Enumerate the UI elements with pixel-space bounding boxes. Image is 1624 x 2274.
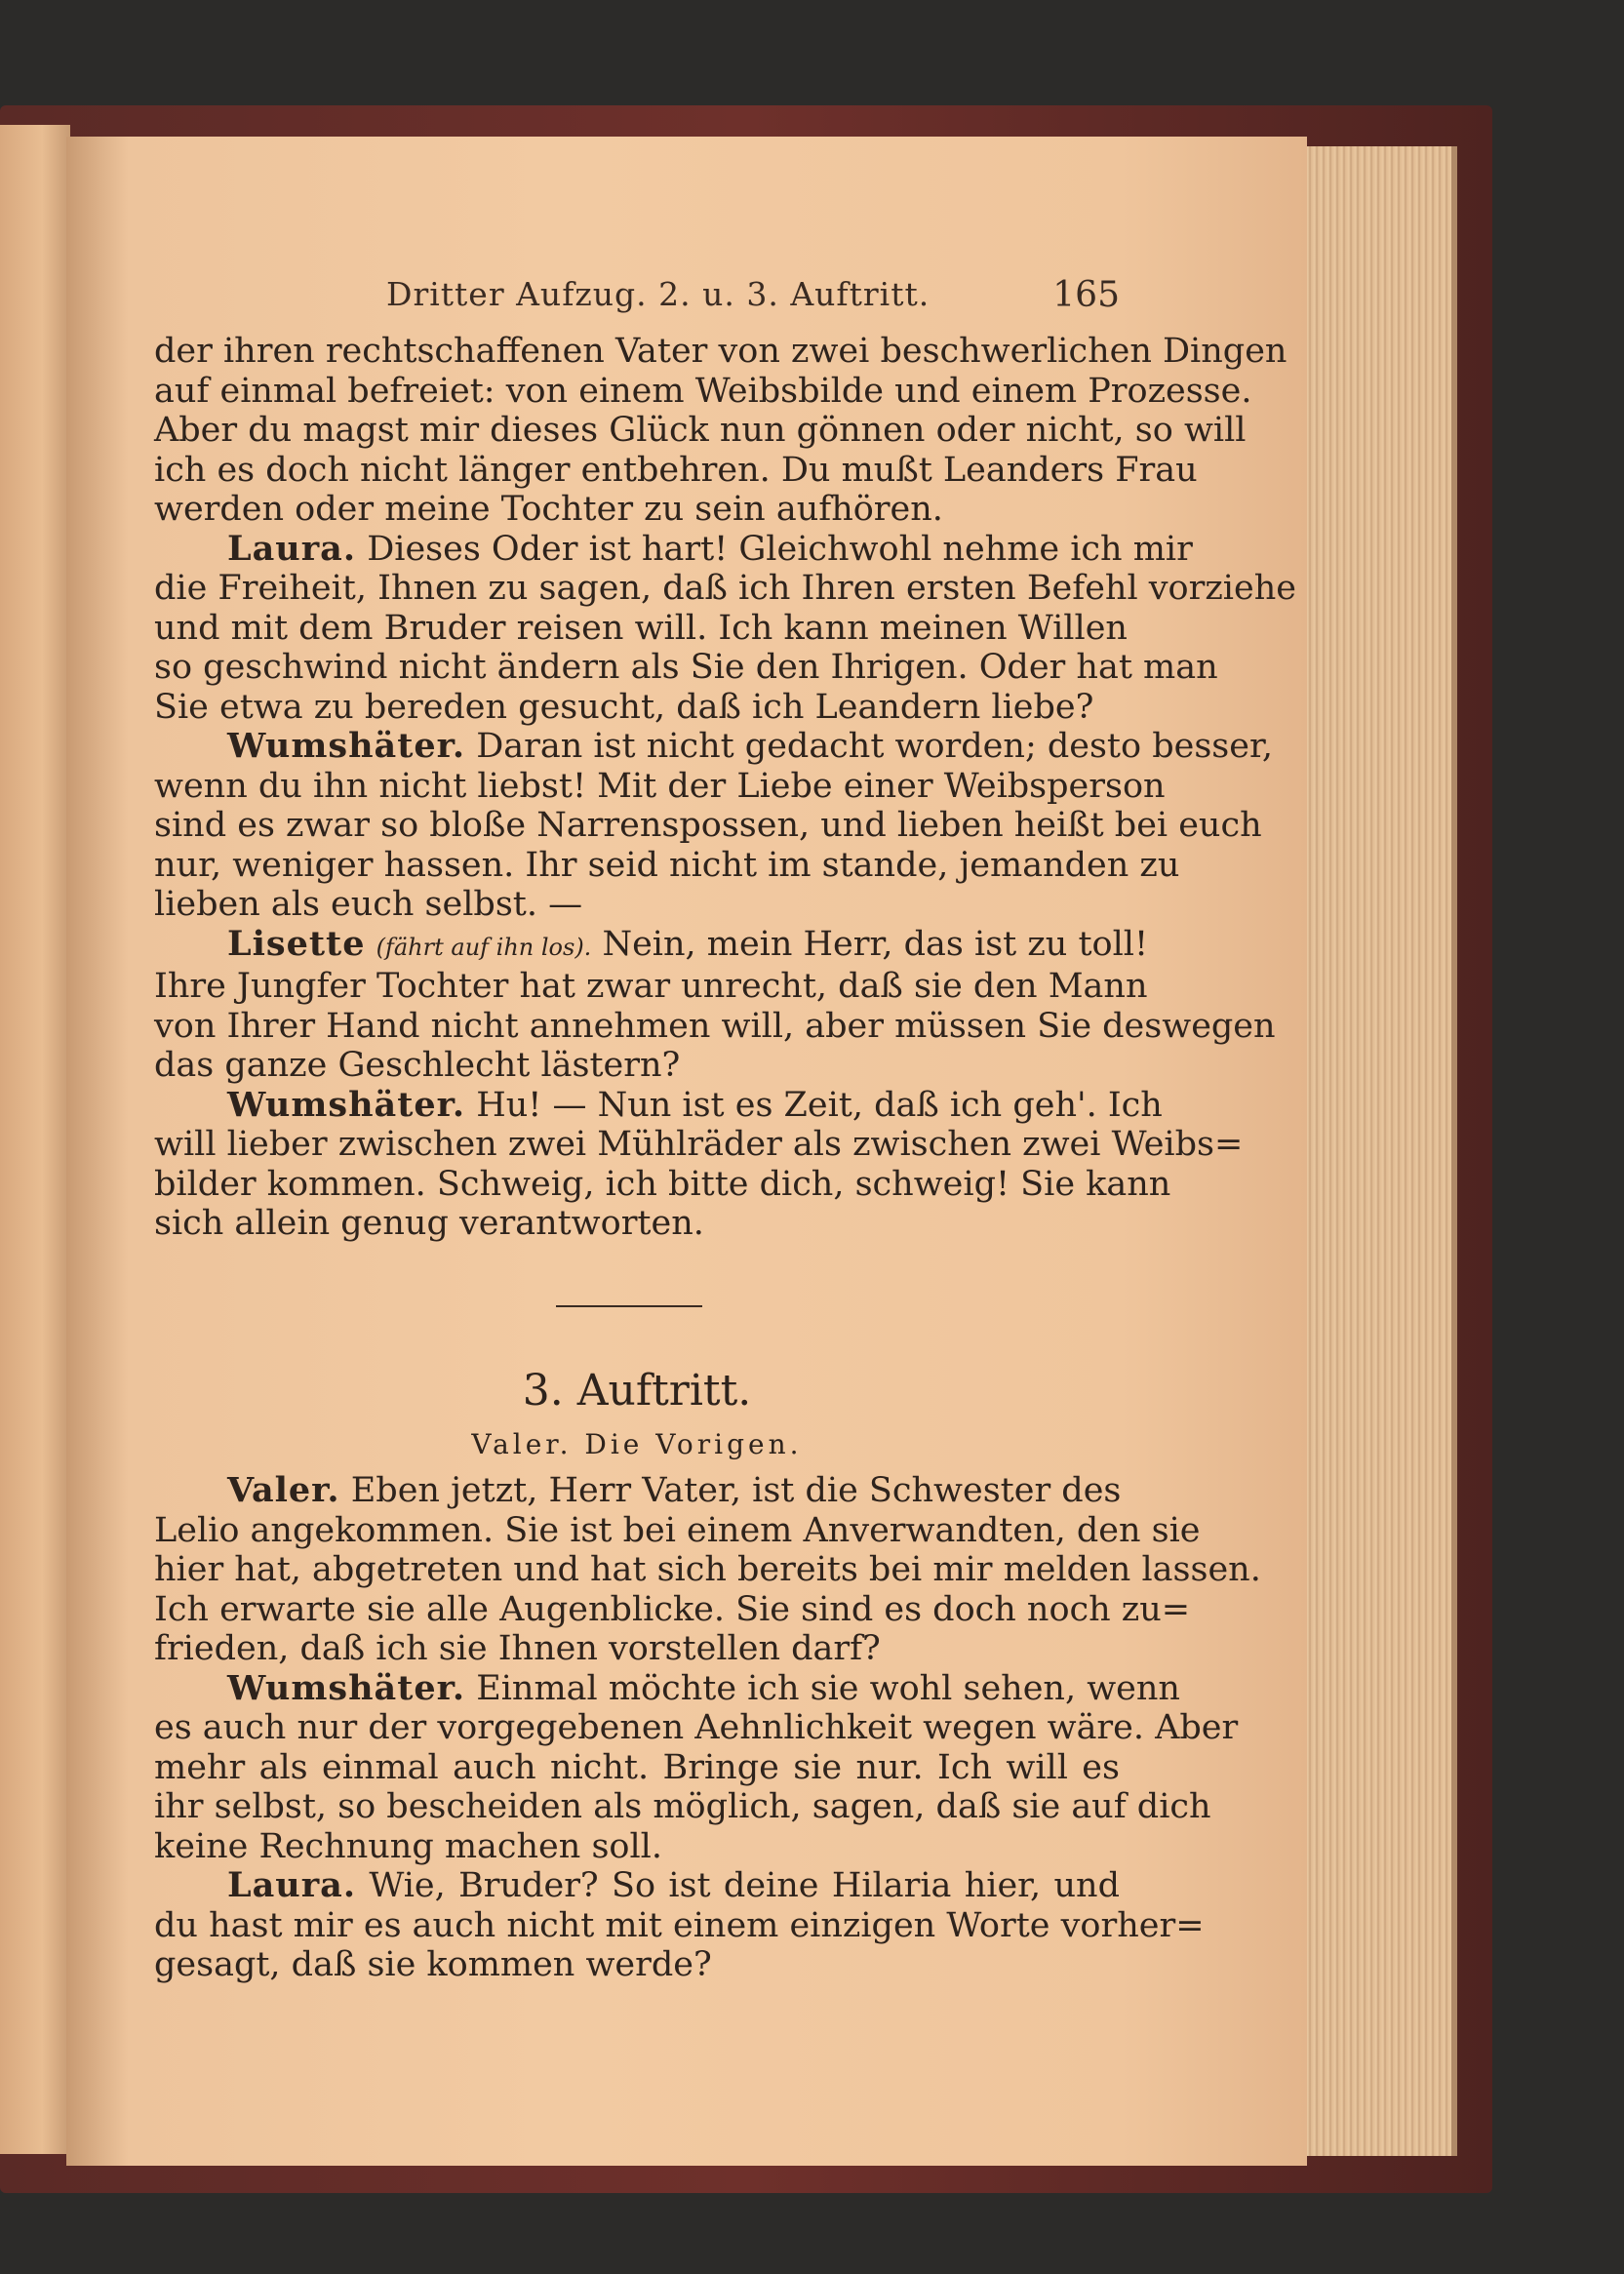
text-line: von Ihrer Hand nicht annehmen will, aber müssen Sie deswegen <box>154 1006 1276 1046</box>
text-line: mehr als einmal auch nicht. Bringe sie nur. Ich will es <box>154 1747 1120 1787</box>
text-line: nur, weniger hassen. Ihr seid nicht im stande, jemanden zu <box>154 845 1180 885</box>
running-head: Dritter Aufzug. 2. u. 3. Auftritt. <box>386 275 931 313</box>
speech-text: Hu! — Nun ist es Zeit, daß ich geh'. Ich <box>476 1085 1163 1125</box>
speaker-name: Lisette <box>227 923 366 964</box>
page-block-edges <box>1305 146 1457 2156</box>
page-header <box>164 275 1120 324</box>
page-number: 165 <box>1052 275 1120 315</box>
text-line: auf einmal befreiet: von einem Weibsbilde und einem Prozesse. <box>154 371 1252 411</box>
speech-text: Eben jetzt, Herr Vater, ist die Schwester des <box>350 1471 1122 1510</box>
speaker-name: Wumshäter. <box>227 726 466 766</box>
text-block-top <box>154 332 1296 1244</box>
text-line: und mit dem Bruder reisen will. Ich kann meinen Willen <box>154 608 1128 648</box>
text-line: es auch nur der vorgegebenen Aehnlichkeit wegen wäre. Aber <box>154 1708 1239 1747</box>
text-line: die Freiheit, Ihnen zu sagen, daß ich Ihren ersten Befehl vorziehe <box>154 569 1296 608</box>
speaker-name: Wumshäter. <box>227 1084 466 1125</box>
text-line: Aber du magst mir dieses Glück nun gönnen oder nicht, so will <box>154 411 1247 450</box>
text-line: bilder kommen. Schweig, ich bitte dich, schweig! Sie kann <box>154 1164 1171 1204</box>
speech-text: Daran ist nicht gedacht worden; desto besser, <box>476 727 1273 766</box>
left-page-edge <box>0 125 70 2154</box>
text-line: Lelio angekommen. Sie ist bei einem Anverwandten, den sie <box>154 1510 1201 1550</box>
speech-valer-start <box>154 1471 1120 1511</box>
speech-text: Nein, mein Herr, das ist zu toll! <box>602 924 1149 964</box>
text-line: lieben als euch selbst. — <box>154 885 583 924</box>
text-line: ich es doch nicht länger entbehren. Du mußt Leanders Frau <box>154 450 1198 490</box>
text-line: Ihre Jungfer Tochter hat zwar unrecht, daß sie den Mann <box>154 967 1148 1006</box>
text-line: wenn du ihn nicht liebst! Mit der Liebe einer Weibsperson <box>154 766 1166 806</box>
text-line: hier hat, abgetreten und hat sich bereits bei mir melden lassen. <box>154 1550 1261 1589</box>
speech-text: Wie, Bruder? So ist deine Hilaria hier, und <box>369 1866 1120 1905</box>
scene-characters: Valer. Die Vorigen. <box>471 1428 803 1460</box>
scene-title: 3. Auftritt. <box>522 1366 752 1416</box>
speaker-name: Laura. <box>227 1865 357 1905</box>
speech-wumshaeter-start <box>154 1084 1163 1126</box>
text-line: frieden, daß ich sie Ihnen vorstellen darf? <box>154 1629 881 1668</box>
text-block-bottom <box>154 1470 1261 1985</box>
speech-wumshaeter-start <box>154 1667 1180 1709</box>
speech-text: Einmal möchte ich sie wohl sehen, wenn <box>476 1668 1180 1708</box>
speaker-name: Wumshäter. <box>227 1667 466 1708</box>
text-line: werden oder meine Tochter zu sein aufhören. <box>154 490 943 529</box>
text-line: das ganze Geschlecht lästern? <box>154 1046 681 1085</box>
speech-laura-start <box>154 528 1193 570</box>
text-line: der ihren rechtschaffenen Vater von zwei beschwerlichen Dingen <box>154 332 1287 371</box>
speech-laura-start <box>154 1866 1120 1906</box>
speaker-name: Valer. <box>227 1470 340 1510</box>
speech-text: Dieses Oder ist hart! Gleichwohl nehme ich mir <box>367 529 1193 569</box>
text-line: sind es zwar so bloße Narrenspossen, und lieben heißt bei euch <box>154 806 1262 845</box>
speech-lisette-start <box>154 923 1149 968</box>
text-line: ihr selbst, so bescheiden als möglich, sagen, daß sie auf dich <box>154 1787 1211 1826</box>
text-line: du hast mir es auch nicht mit einem einzigen Worte vorher= <box>154 1905 1205 1945</box>
text-line: sich allein genug verantworten. <box>154 1204 704 1243</box>
text-line: keine Rechnung machen soll. <box>154 1826 662 1866</box>
text-line: will lieber zwischen zwei Mühlräder als zwischen zwei Weibs= <box>154 1125 1244 1164</box>
text-line: so geschwind nicht ändern als Sie den Ihrigen. Oder hat man <box>154 648 1218 687</box>
stage-direction: (fährt auf ihn los). <box>376 933 592 961</box>
text-line: gesagt, daß sie kommen werde? <box>154 1945 712 1984</box>
text-line: Ich erwarte sie alle Augenblicke. Sie sind es doch noch zu= <box>154 1589 1191 1629</box>
section-divider <box>556 1305 702 1307</box>
text-line: Sie etwa zu bereden gesucht, daß ich Leandern liebe? <box>154 687 1094 727</box>
speech-wumshaeter-start <box>154 726 1273 767</box>
speaker-name: Laura. <box>227 528 357 569</box>
